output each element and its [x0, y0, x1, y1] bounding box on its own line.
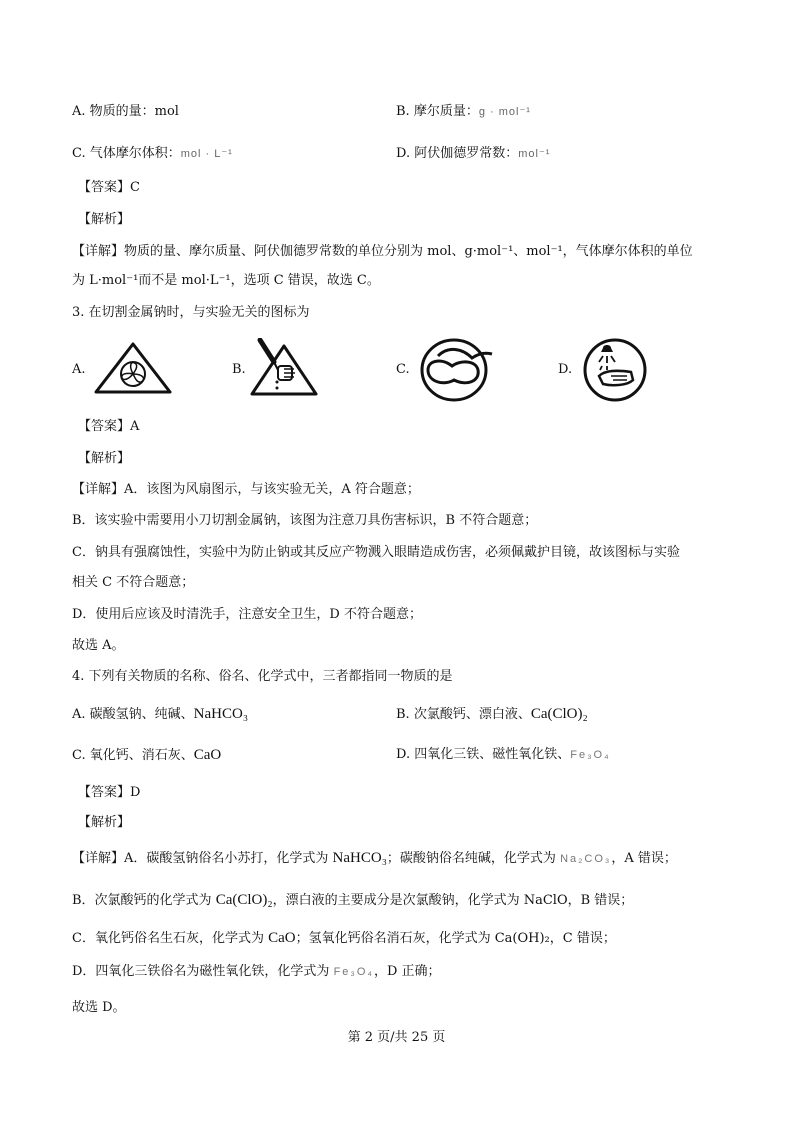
q2-option-d-unit: mol⁻¹	[518, 148, 551, 160]
q4-option-c-text: C. 氧化钙、消石灰、	[72, 748, 194, 763]
q4-answer: 【答案】D	[78, 785, 141, 800]
q4-detail-2-text-a: B．次氯酸钙的化学式为	[72, 893, 216, 908]
page-footer: 第 2 页/共 25 页	[347, 1030, 446, 1045]
q3-stem: 3. 在切割金属钠时，与实验无关的图标为	[72, 305, 310, 320]
q4-detail-3-text-a: C．氧化钙俗名生石灰，化学式为	[72, 931, 269, 946]
q4-detail-line-2	[72, 891, 633, 910]
q4-detail-4-formula: Fe₃O₄	[333, 966, 374, 978]
q3-option-a-label: A.	[72, 362, 86, 377]
q4-option-a-formula: NaHCO₃	[193, 706, 249, 722]
q4-detail-4-text-a: D．四氧化三铁俗名为磁性氧化铁，化学式为	[72, 964, 334, 979]
q3-answer: 【答案】A	[78, 419, 140, 434]
q3-detail-line-6: 故选 A。	[72, 638, 125, 653]
q3-detail-line-5: D．使用后应该及时清洗手，注意安全卫生，D 不符合题意；	[72, 607, 422, 622]
q4-option-b-text: B. 次氯酸钙、漂白液、	[396, 707, 531, 722]
q4-detail-line-3	[72, 929, 616, 948]
q4-option-b-formula: Ca(ClO)₂	[530, 706, 588, 722]
fan-icon	[92, 340, 174, 396]
q4-detail-line-1	[72, 849, 677, 868]
q3-detail-line-3: C．钠具有强腐蚀性，实验中为防止钠或其反应产物溅入眼睛造成伤害，必须佩戴护目镜，故该图标与实验	[72, 545, 680, 560]
q4-stem: 4. 下列有关物质的名称、俗名、化学式中，三者都指同一物质的是	[72, 669, 453, 684]
q4-detail-line-5: 故选 D。	[72, 1000, 126, 1015]
q4-option-d-formula: Fe₃O₄	[570, 749, 611, 761]
goggles-icon	[418, 336, 494, 402]
q2-option-d-text: D. 阿伏伽德罗常数：	[396, 146, 519, 161]
q4-detail-2-text-b: ，漂白液的主要成分是次氯酸钠，化学式为 NaClO，B 错误；	[272, 893, 634, 908]
q4-option-a-text: A. 碳酸氢钠、纯碱、	[72, 707, 194, 722]
q4-detail-2-formula: Ca(ClO)₂	[215, 892, 273, 908]
q2-option-b-unit: g · mol⁻¹	[478, 106, 531, 118]
q4-detail-1-text-a: 【详解】A．碳酸氢钠俗名小苏打，化学式为	[72, 851, 333, 866]
q4-option-d	[396, 746, 611, 764]
q2-answer: 【答案】C	[78, 180, 140, 195]
q4-option-c-formula: CaO	[193, 747, 222, 763]
q4-option-a	[72, 705, 248, 724]
q2-option-d	[396, 145, 550, 163]
q4-detail-1-formula-a: NaHCO₃	[332, 850, 387, 866]
q3-option-b-label: B.	[232, 362, 246, 377]
q2-detail-line-1: 【详解】物质的量、摩尔质量、阿伏伽德罗常数的单位分别为 mol、g·mol⁻¹、mol⁻¹，气体摩尔体积的单位	[72, 244, 693, 259]
q4-analysis-heading: 【解析】	[78, 815, 131, 830]
q3-detail-line-4: 相关 C 不符合题意；	[72, 575, 195, 590]
q2-option-b-text: B. 摩尔质量：	[396, 104, 479, 119]
q3-detail-line-2: B．该实验中需要用小刀切割金属钠，该图为注意刀具伤害标识，B 不符合题意；	[72, 513, 538, 528]
q4-detail-3-formula: CaO	[268, 930, 296, 946]
q2-option-c-text: C. 气体摩尔体积：	[72, 146, 181, 161]
q2-option-c-unit: mol · L⁻¹	[180, 148, 233, 160]
hand-washing-icon	[581, 338, 649, 402]
q4-detail-3-text-b: ；氢氧化钙俗名消石灰，化学式为 Ca(OH)₂，C 错误；	[295, 931, 616, 946]
q4-detail-1-formula-b: Na₂CO₃	[560, 853, 612, 865]
q4-detail-4-text-b: ，D 正确；	[373, 964, 441, 979]
q3-detail-line-1: 【详解】A．该图为风扇图示，与该实验无关，A 符合题意；	[72, 482, 420, 497]
q4-detail-1-text-c: ，A 错误；	[611, 851, 677, 866]
q4-detail-1-text-b: ；碳酸钠俗名纯碱，化学式为	[386, 851, 561, 866]
q3-analysis-heading: 【解析】	[78, 451, 131, 466]
q4-option-d-text: D. 四氧化三铁、磁性氧化铁、	[396, 747, 571, 762]
knife-injury-icon	[244, 338, 320, 398]
q2-option-c	[72, 145, 233, 163]
q2-option-a: A. 物质的量：mol	[72, 104, 179, 119]
q2-analysis-heading: 【解析】	[78, 212, 131, 227]
q3-option-c-label: C.	[396, 362, 410, 377]
q2-detail-line-2: 为 L·mol⁻¹而不是 mol·L⁻¹，选项 C 错误，故选 C。	[72, 273, 380, 288]
q4-option-b	[396, 705, 588, 724]
q4-option-c	[72, 746, 221, 765]
q3-option-d-label: D.	[558, 362, 573, 377]
q4-detail-line-4	[72, 963, 441, 981]
q2-option-b	[396, 103, 531, 121]
